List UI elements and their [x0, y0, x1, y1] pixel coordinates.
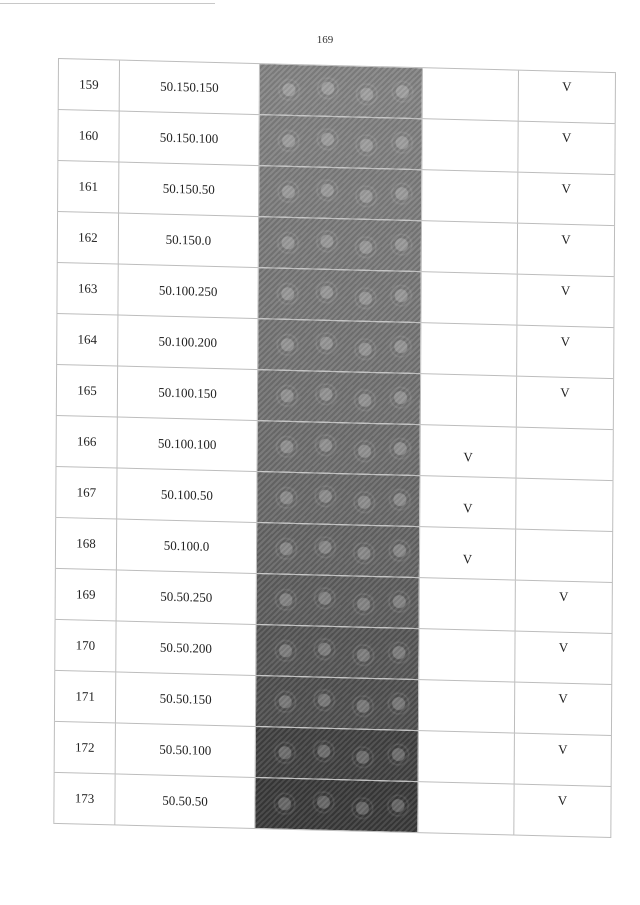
check-column-b — [516, 428, 613, 480]
swatch-fill — [255, 778, 417, 832]
check-column-a — [420, 272, 517, 324]
color-table — [53, 58, 616, 842]
check-column-a — [421, 170, 518, 222]
check-column-b — [516, 479, 613, 531]
check-column-b — [515, 734, 612, 786]
row-index: 167 — [55, 467, 117, 519]
check-column-a — [418, 680, 515, 732]
row-index: 173 — [53, 773, 115, 825]
page-number: 169 — [316, 34, 334, 46]
check-mark: V — [559, 588, 569, 604]
check-column-a — [417, 782, 514, 834]
check-column-a — [421, 119, 518, 171]
color-value: 50.100.0 — [117, 520, 257, 574]
check-column-b — [517, 326, 614, 378]
color-swatch-image — [259, 217, 421, 271]
check-column-b — [518, 122, 615, 174]
check-column-a — [418, 629, 515, 681]
scan-top-rule — [0, 3, 215, 4]
swatch-fill — [256, 625, 418, 679]
row-index: 164 — [56, 314, 118, 366]
color-value: 50.100.50 — [117, 469, 257, 523]
row-index: 160 — [57, 110, 119, 162]
check-column-a — [420, 425, 517, 477]
check-column-b — [515, 632, 612, 684]
check-mark: V — [560, 333, 571, 349]
color-swatch-image — [258, 319, 420, 373]
check-column-a — [419, 578, 516, 630]
check-column-a — [422, 68, 519, 120]
row-index: 170 — [54, 620, 116, 672]
check-column-a — [420, 323, 517, 375]
row-index: 159 — [58, 59, 120, 111]
check-column-a — [418, 731, 515, 783]
color-swatch-image — [256, 676, 418, 730]
check-mark: V — [462, 551, 473, 567]
check-mark: V — [560, 384, 570, 400]
color-value: 50.150.0 — [119, 214, 259, 268]
color-swatch-image — [257, 472, 419, 526]
check-column-a — [419, 476, 516, 528]
swatch-fill — [256, 727, 418, 781]
row-index: 172 — [54, 722, 116, 774]
row-index: 171 — [54, 671, 116, 723]
check-column-b — [519, 71, 616, 123]
check-mark: V — [558, 741, 568, 757]
color-swatch-image — [258, 370, 420, 424]
color-swatch-image — [258, 268, 420, 322]
swatch-fill — [259, 217, 421, 271]
check-column-b — [515, 683, 612, 735]
check-column-a — [419, 527, 516, 579]
check-mark: V — [561, 231, 571, 247]
color-value: 50.50.100 — [116, 723, 256, 777]
color-value: 50.50.250 — [117, 570, 257, 624]
color-swatch-image — [255, 778, 417, 832]
check-column-b — [514, 785, 611, 837]
check-column-a — [421, 221, 518, 273]
color-swatch-image — [259, 166, 421, 220]
check-column-b — [516, 530, 613, 582]
row-index: 161 — [57, 161, 119, 213]
color-value: 50.50.150 — [116, 672, 256, 726]
row-index: 163 — [56, 263, 118, 315]
color-value: 50.50.50 — [115, 774, 255, 828]
color-value: 50.100.100 — [118, 418, 258, 472]
swatch-fill — [256, 676, 418, 730]
check-mark: V — [463, 500, 473, 516]
check-column-b — [518, 224, 615, 276]
check-column-b — [517, 275, 614, 327]
color-swatch-image — [256, 727, 418, 781]
color-value: 50.150.50 — [119, 163, 259, 217]
check-column-b — [516, 581, 613, 633]
row-index: 166 — [56, 416, 118, 468]
check-mark: V — [560, 282, 571, 298]
check-column-b — [518, 173, 615, 225]
check-mark: V — [557, 792, 568, 808]
check-mark: V — [463, 449, 473, 465]
color-value: 50.100.150 — [118, 367, 258, 421]
check-mark: V — [562, 78, 572, 94]
check-mark: V — [558, 690, 568, 706]
check-column-a — [420, 374, 517, 426]
color-value: 50.150.100 — [119, 112, 259, 166]
color-swatch-image — [260, 64, 422, 118]
row-index: 168 — [55, 518, 117, 570]
color-value: 50.100.250 — [118, 265, 258, 319]
color-swatch-image — [257, 523, 419, 577]
check-mark: V — [558, 639, 569, 655]
color-swatch-image — [257, 574, 419, 628]
swatch-fill — [258, 370, 420, 424]
swatch-fill — [257, 472, 419, 526]
color-value: 50.150.150 — [120, 61, 260, 115]
swatch-fill — [260, 64, 422, 118]
row-index: 169 — [55, 569, 117, 621]
check-column-b — [517, 377, 614, 429]
color-swatch-image — [259, 115, 421, 169]
swatch-fill — [259, 115, 421, 169]
color-value: 50.50.200 — [116, 621, 256, 675]
swatch-fill — [257, 523, 419, 577]
swatch-fill — [258, 319, 420, 373]
swatch-fill — [258, 268, 420, 322]
row-index: 165 — [56, 365, 118, 417]
check-mark: V — [561, 129, 572, 145]
swatch-fill — [258, 421, 420, 475]
check-mark: V — [561, 180, 572, 196]
swatch-fill — [259, 166, 421, 220]
color-swatch-image — [256, 625, 418, 679]
row-index: 162 — [57, 212, 119, 264]
color-value: 50.100.200 — [118, 316, 258, 370]
swatch-fill — [257, 574, 419, 628]
color-swatch-image — [258, 421, 420, 475]
